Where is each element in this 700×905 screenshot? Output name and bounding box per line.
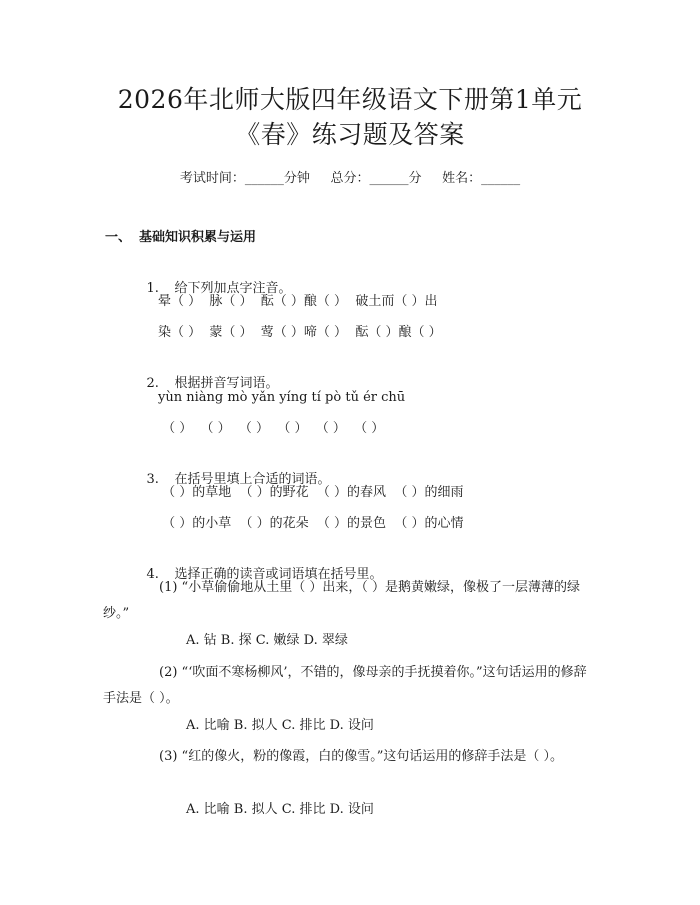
question-number: 1. [146,281,159,296]
q4-subquestion-3: (3) “红的像火，粉的像霞，白的像雪。”这句话运用的修辞手法是（ ）。 [159,749,563,764]
q4-sub1-options: A. 钻 B. 探 C. 嫩绿 D. 翠绿 [186,633,348,648]
question-text: 根据拼音写词语。 [174,376,279,391]
question-number: 3. [146,472,159,487]
question-text: 在括号里填上合适的词语。 [174,472,331,487]
q2-blank-row: （ ） （ ） （ ） （ ） （ ） （ ） [158,421,385,436]
question-number: 2. [146,376,159,391]
q2-pinyin-row: yùn niàng mò yǎn yíng tí pò tǔ ér chū [158,390,406,405]
question-text: 给下列加点字注音。 [174,281,292,296]
document-title-line-2: 《春》练习题及答案 [235,120,465,149]
q4-sub2-options: A. 比喻 B. 拟人 C. 排比 D. 设问 [186,718,374,733]
document-title-line-1: 2026年北师大版四年级语文下册第1单元 [117,85,583,114]
q1-row-1: 晕（ ） 脉（ ） 酝（ ）酿（ ） 破土而（ ）出 [158,294,438,309]
section-title: 基础知识积累与运用 [139,230,257,245]
question-number: 4. [146,567,159,582]
section-heading [105,229,256,247]
question-text: 选择正确的读音或词语填在括号里。 [174,567,383,582]
q1-row-2: 染（ ） 蒙（ ） 莺（ ）啼（ ） 酝（ ）酿（ ） [158,325,442,340]
q4-sub3-options: A. 比喻 B. 拟人 C. 排比 D. 设问 [186,802,374,817]
q4-subquestion-1: (1) “小草偷偷地从土里（ ）出来，（ ）是鹅黄嫩绿，像极了一层薄薄的绿纱。” [103,580,580,621]
q3-row-2: （ ）的小草 （ ）的花朵 （ ）的景色 （ ）的心情 [158,516,464,531]
section-number: 一、 [105,230,132,245]
exam-info-line: 考试时间：______分钟 总分：______分 姓名：______ [179,171,521,186]
q3-row-1: （ ）的草地 （ ）的野花 （ ）的春风 （ ）的细雨 [158,485,464,500]
q4-subquestion-2: (2) “‘吹面不寒杨柳风’，不错的，像母亲的手抚摸着你。”这句话运用的修辞手法是（ ）。 [103,665,587,706]
